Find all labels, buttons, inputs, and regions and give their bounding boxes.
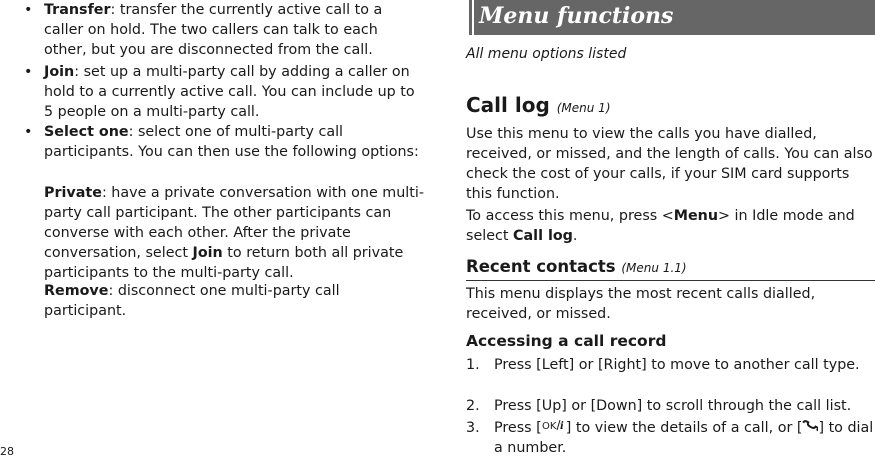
dial-key-icon xyxy=(802,418,818,438)
heading-accessing-call-record: Accessing a call record xyxy=(466,332,667,350)
step-1: 1. Press [Left] or [Right] to move to another call type. xyxy=(466,357,860,373)
bullet-icon: • xyxy=(24,64,33,80)
step-2: 2. Press [Up] or [Down] to scroll through the call list. xyxy=(466,398,852,414)
heading-call-log: Call log (Menu 1) xyxy=(466,93,611,117)
banner-title: Menu functions xyxy=(479,3,674,29)
call-log-description: Use this menu to view the calls you have dialled, received, or missed, and the length of calls. You can also check the cost of your calls, if your SIM card supports this function. xyxy=(466,126,873,202)
banner-accent-stripe xyxy=(472,0,474,35)
list-item-join: • Join: set up a multi-party call by adding a caller on hold to a currently active call. You can include up to 5 people on a multi-party call. xyxy=(24,64,415,120)
ok-info-key-icon xyxy=(542,418,566,438)
list-item-transfer: • Transfer: transfer the currently active call to a caller on hold. The two callers can talk to each other, but you are disconnected from the call. xyxy=(24,2,383,58)
banner-accent-bar xyxy=(463,0,469,35)
page-number: 28 xyxy=(0,445,14,458)
bullet-icon: • xyxy=(24,124,33,140)
section-banner xyxy=(463,0,875,35)
option-private: Private: have a private conversation with one multi-party call participant. The other participants can converse with each other. After the private conversation, select Join to return both all private participants to the multi-party call. xyxy=(44,185,424,281)
option-remove: Remove: disconnect one multi-party call participant. xyxy=(44,283,340,319)
heading-recent-contacts: Recent contacts (Menu 1.1) xyxy=(466,257,687,276)
bullet-icon: • xyxy=(24,2,33,18)
call-log-access: To access this menu, press <Menu> in Idle mode and select Call log. xyxy=(466,208,855,244)
recent-contacts-description: This menu displays the most recent calls dialled, received, or missed. xyxy=(466,286,816,322)
section-subtitle: All menu options listed xyxy=(466,46,627,62)
svg-text:i: i xyxy=(559,421,564,432)
svg-text:OK: OK xyxy=(541,421,557,432)
list-item-select-one: • Select one: select one of multi-party call participants. You can then use the following options: xyxy=(24,124,419,160)
heading-rule xyxy=(466,280,875,281)
step-3: 3. Press [ OK i ] to view the details of a call, or [ ] to dial a number. xyxy=(466,420,874,456)
